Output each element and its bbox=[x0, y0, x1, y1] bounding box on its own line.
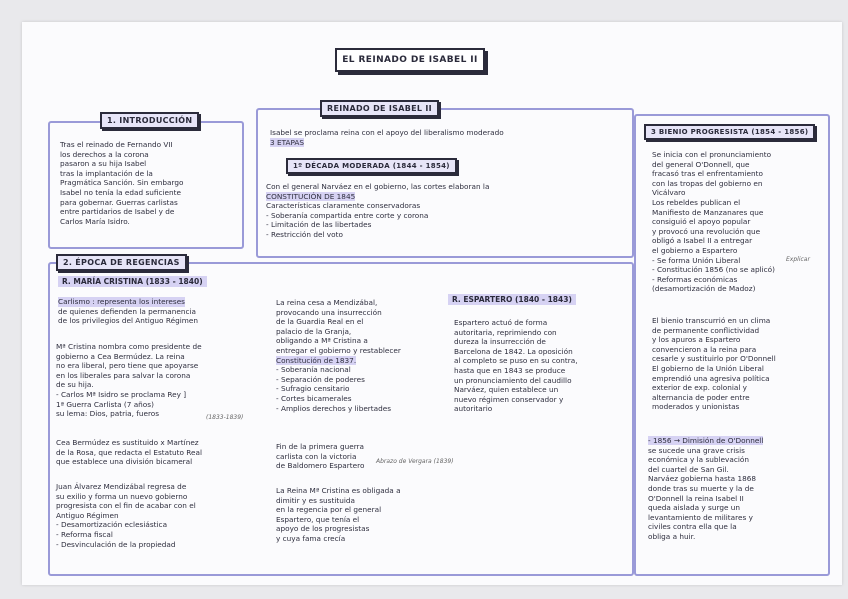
introduccion-text: Tras el reinado de Fernando VII los derechos a la corona pasaron a su hija Isabel tras la implantación de la Pragmática Sanción. Sin embargo Isabel no tenía la edad suficiente para gobernar. Guerras carlistas entre partidarios de Isabel y de Carlos María Isidro. bbox=[60, 140, 184, 226]
cristina-col2a: La reina cesa a Mendizábal, provocando una insurrección de la Guardia Real en el palacio de la Granja, obligando a Mª Cristina a entregar el gobierno y restablecer Constitución de 1837. - Soberanía nacional - Separación de poderes - Sufragio censitario - Cortes bicamerales - Amplios derechos y libertades bbox=[276, 298, 401, 413]
bienio-text-b: El bienio transcurrió en un clima de permanente conflictividad y los apuros a Espartero convencieron a la reina para cesarle y sustituirlo por O'Donnell El gobierno de la Unión Liberal emprendió una agresiva política exterior de exp. colonial y alternancia de poder entre moderados y unionistas bbox=[652, 316, 776, 412]
page-title: EL REINADO DE ISABEL II bbox=[335, 48, 485, 72]
cristina-col1a: Carlismo : representa los intereses de quienes defienden la permanencia de los privilegios del Antiguo Régimen bbox=[58, 297, 198, 326]
bienio-header: 3 BIENIO PROGRESISTA (1854 - 1856) bbox=[644, 124, 815, 140]
reinado-text: Con el general Narváez en el gobierno, las cortes elaboran la CONSTITUCIÓN DE 1845 Características claramente conservadoras - Soberanía compartida entre corte y corona - Limitación de las libertades - Restricción del voto bbox=[266, 182, 490, 239]
bienio-text-a: Se inicia con el pronunciamiento del general O'Donnell, que fracasó tras el enfrentamiento con las tropas del gobierno en Vicálvaro Los rebeldes publican el Manifiesto de Manzanares que consiguió el apoyo popular y provocó una revolución que obligó a Isabel II a entregar el gobierno a Espartero - Se forma Unión Liberal - Constitución 1856 (no se aplicó) - Reformas económicas (desamortización de Madoz) bbox=[652, 150, 775, 294]
reinado-intro: Isabel se proclama reina con el apoyo del liberalismo moderado 3 ETAPAS bbox=[270, 128, 504, 147]
regencias-header: 2. ÉPOCA DE REGENCIAS bbox=[56, 254, 187, 271]
cristina-col1b: Mª Cristina nombra como presidente de gobierno a Cea Bermúdez. La reina no era liberal, pero tiene que apoyarse en los liberales para salvar la corona de su hija. - Carlos Mª Isidro se proclama Rey ] 1ª Guerra Carlista (7 años) su lema: Dios, patria, fueros bbox=[56, 342, 202, 419]
reinado-header: REINADO DE ISABEL II bbox=[320, 100, 439, 117]
explicar-note: Explicar bbox=[786, 256, 810, 263]
cristina-header: R. MARÍA CRISTINA (1833 - 1840) bbox=[58, 276, 207, 287]
cristina-col2c: La Reina Mª Cristina es obligada a dimitir y es sustituida en la regencia por el general Espartero, que tenía el apoyo de los progresistas y cuya fama crecía bbox=[276, 486, 401, 543]
espartero-header: R. ESPARTERO (1840 - 1843) bbox=[448, 294, 576, 305]
introduccion-header: 1. INTRODUCCIÓN bbox=[100, 112, 199, 129]
years-note: (1833-1839) bbox=[206, 414, 244, 421]
etapas-label: 3 ETAPAS bbox=[270, 137, 305, 147]
vergara-note: Abrazo de Vergara (1839) bbox=[376, 458, 454, 465]
cristina-col1c: Cea Bermúdez es sustituido x Martínez de la Rosa, que redacta el Estatuto Real que establece una división bicameral bbox=[56, 438, 202, 467]
espartero-text: Espartero actuó de forma autoritaria, reprimiendo con dureza la insurrección de Barcelona de 1842. La oposición al completo se puso en su contra, hasta que en 1843 se produce un pronunciamiento del caudillo Narváez, quien establece un nuevo régimen conservador y autoritario bbox=[454, 318, 578, 414]
bienio-text-c: - 1856 → Dimisión de O'Donnell se sucede una grave crisis económica y la sublevación del cuartel de San Gil. Narváez gobierna hasta 1868 donde tras su muerte y la de O'Donnell la reina Isabel II queda aislada y surge un levantamiento de militares y civiles contra ella que la obliga a huir. bbox=[648, 436, 764, 541]
cristina-col2b: Fin de la primera guerra carlista con la victoria de Baldomero Espartero bbox=[276, 442, 365, 471]
decada-moderada-header: 1º DÉCADA MODERADA (1844 - 1854) bbox=[286, 158, 457, 174]
cristina-col1d: Juan Álvarez Mendizábal regresa de su exilio y forma un nuevo gobierno progresista con el fin de acabar con el Antiguo Régimen - Desamortización eclesiástica - Reforma fiscal - Desvinculación de la propiedad bbox=[56, 482, 196, 549]
